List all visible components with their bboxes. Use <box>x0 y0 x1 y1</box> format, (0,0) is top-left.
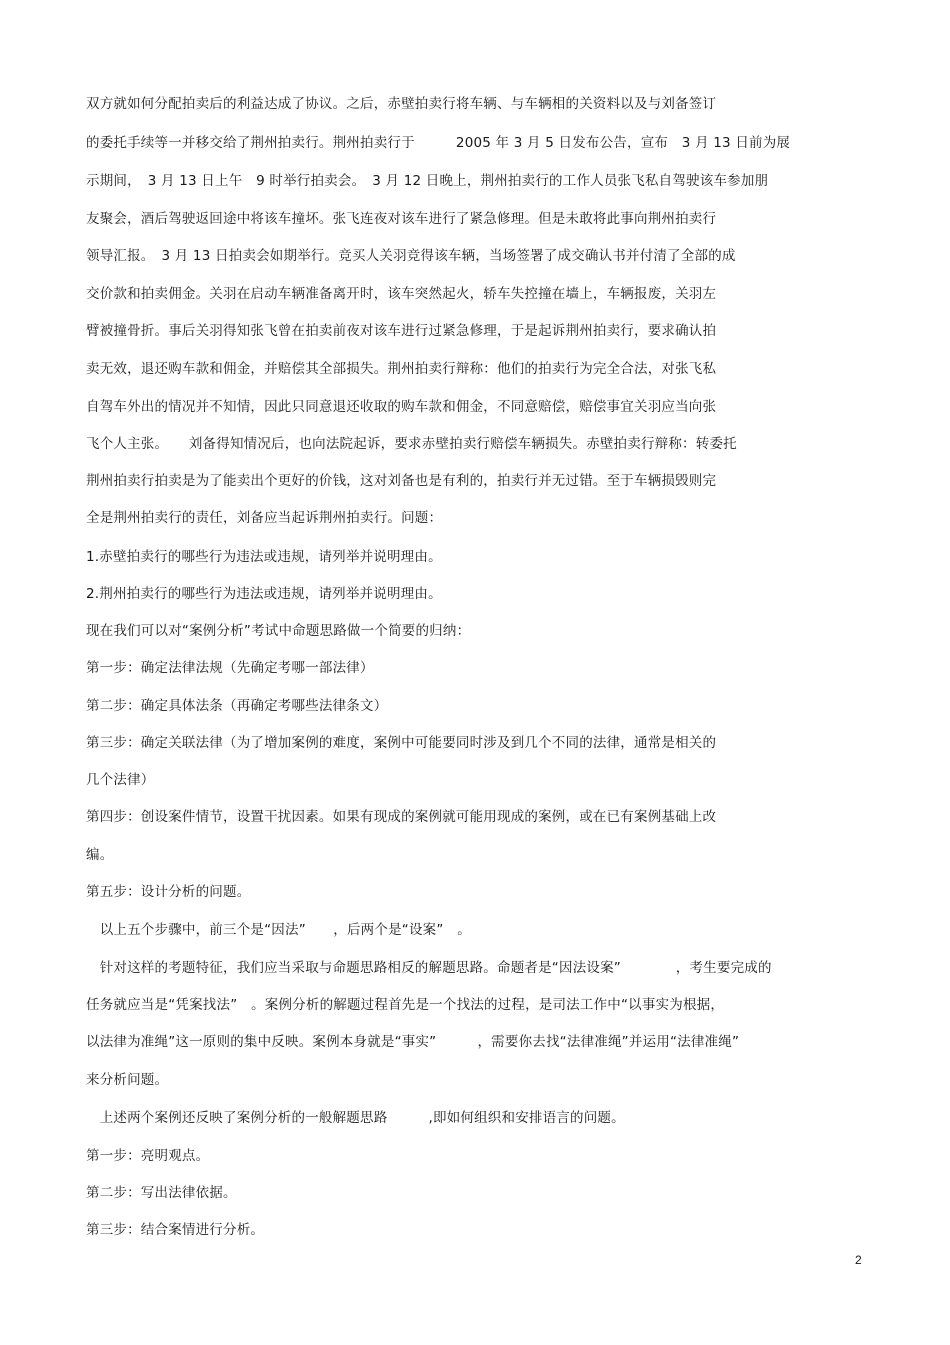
text-line: 任务就应当是“凭案找法” 。案例分析的解题过程首先是一个找法的过程，是司法工作中“以事实为根据， <box>86 997 725 1013</box>
text-line: 以上五个步骤中，前三个是“因法” ，后两个是“设案” 。 <box>86 922 471 938</box>
list-item: 1.赤壁拍卖行的哪些行为违法或违规，请列举并说明理由。 <box>86 549 442 565</box>
text-line: 上述两个案例还反映了案例分析的一般解题思路 ,即如何组织和安排语言的问题。 <box>86 1110 625 1126</box>
text-line: 第三步：确定关联法律（为了增加案例的难度，案例中可能要同时涉及到几个不同的法律，通常是相关的 <box>86 735 717 751</box>
text-line: 第一步：确定法律法规（先确定考哪一部法律） <box>86 660 374 676</box>
text-line: 飞个人主张。 刘备得知情况后，也向法院起诉，要求赤壁拍卖行赔偿车辆损失。赤壁拍卖行辩称：转委托 <box>86 436 737 452</box>
text-line: 以法律为准绳”这一原则的集中反映。案例本身就是“事实” ，需要你去找“法律准绳”并运用“法律准绳” <box>86 1034 740 1050</box>
text-line: 第四步：创设案件情节，设置干扰因素。如果有现成的案例就可能用现成的案例，或在已有案例基础上改 <box>86 809 717 825</box>
text-line: 编。 <box>86 847 114 863</box>
text-line: 来分析问题。 <box>86 1072 169 1088</box>
text-line: 第二步：写出法律依据。 <box>86 1185 237 1201</box>
text-line: 友聚会，酒后驾驶返回途中将该车撞坏。张飞连夜对该车进行了紧急修理。但是未敢将此事向荆州拍卖行 <box>86 211 717 227</box>
text-line: 全是荆州拍卖行的责任，刘备应当起诉荆州拍卖行。问题： <box>86 510 443 526</box>
list-item: 2.荆州拍卖行的哪些行为违法或违规，请列举并说明理由。 <box>86 586 442 602</box>
text-line: 双方就如何分配拍卖后的利益达成了协议。之后，赤壁拍卖行将车辆、与车辆相的关资料以及与刘备签订 <box>86 96 717 112</box>
page-number: 2 <box>855 1253 862 1267</box>
text-line: 臂被撞骨折。事后关羽得知张飞曾在拍卖前夜对该车进行过紧急修理，于是起诉荆州拍卖行，要求确认拍 <box>86 323 717 339</box>
text-line: 第三步：结合案情进行分析。 <box>86 1222 265 1238</box>
text-line: 几个法律） <box>86 772 155 788</box>
text-line: 现在我们可以对“案例分析”考试中命题思路做一个简要的归纳： <box>86 623 471 639</box>
text-line: 荆州拍卖行拍卖是为了能卖出个更好的价钱，这对刘备也是有利的，拍卖行并无过错。至于车辆损毁则完 <box>86 473 717 489</box>
text-line: 交价款和拍卖佣金。关羽在启动车辆准备离开时，该车突然起火，轿车失控撞在墙上，车辆报废，关羽左 <box>86 286 717 302</box>
text-line: 第二步：确定具体法条（再确定考哪些法律条文） <box>86 698 388 714</box>
text-line: 第一步：亮明观点。 <box>86 1148 210 1164</box>
text-line: 的委托手续等一并移交给了荆州拍卖行。荆州拍卖行于 2005 年 3 月 5 日发布公告，宣布 3 月 13 日前为展 <box>86 135 791 151</box>
text-line: 示期间， 3 月 13 日上午 9 时举行拍卖会。 3 月 12 日晚上，荆州拍卖行的工作人员张飞私自驾驶该车参加朋 <box>86 173 769 189</box>
text-line: 针对这样的考题特征，我们应当采取与命题思路相反的解题思路。命题者是“因法设案” ，考生要完成的 <box>86 960 772 976</box>
text-line: 卖无效，退还购车款和佣金，并赔偿其全部损失。荆州拍卖行辩称：他们的拍卖行为完全合法，对张飞私 <box>86 361 717 377</box>
text-line: 领导汇报。 3 月 13 日拍卖会如期举行。竞买人关羽竞得该车辆，当场签署了成交确认书并付清了全部的成 <box>86 248 736 264</box>
text-line: 第五步：设计分析的问题。 <box>86 884 251 900</box>
text-line: 自驾车外出的情况并不知情，因此只同意退还收取的购车款和佣金，不同意赔偿，赔偿事宜关羽应当向张 <box>86 399 717 415</box>
